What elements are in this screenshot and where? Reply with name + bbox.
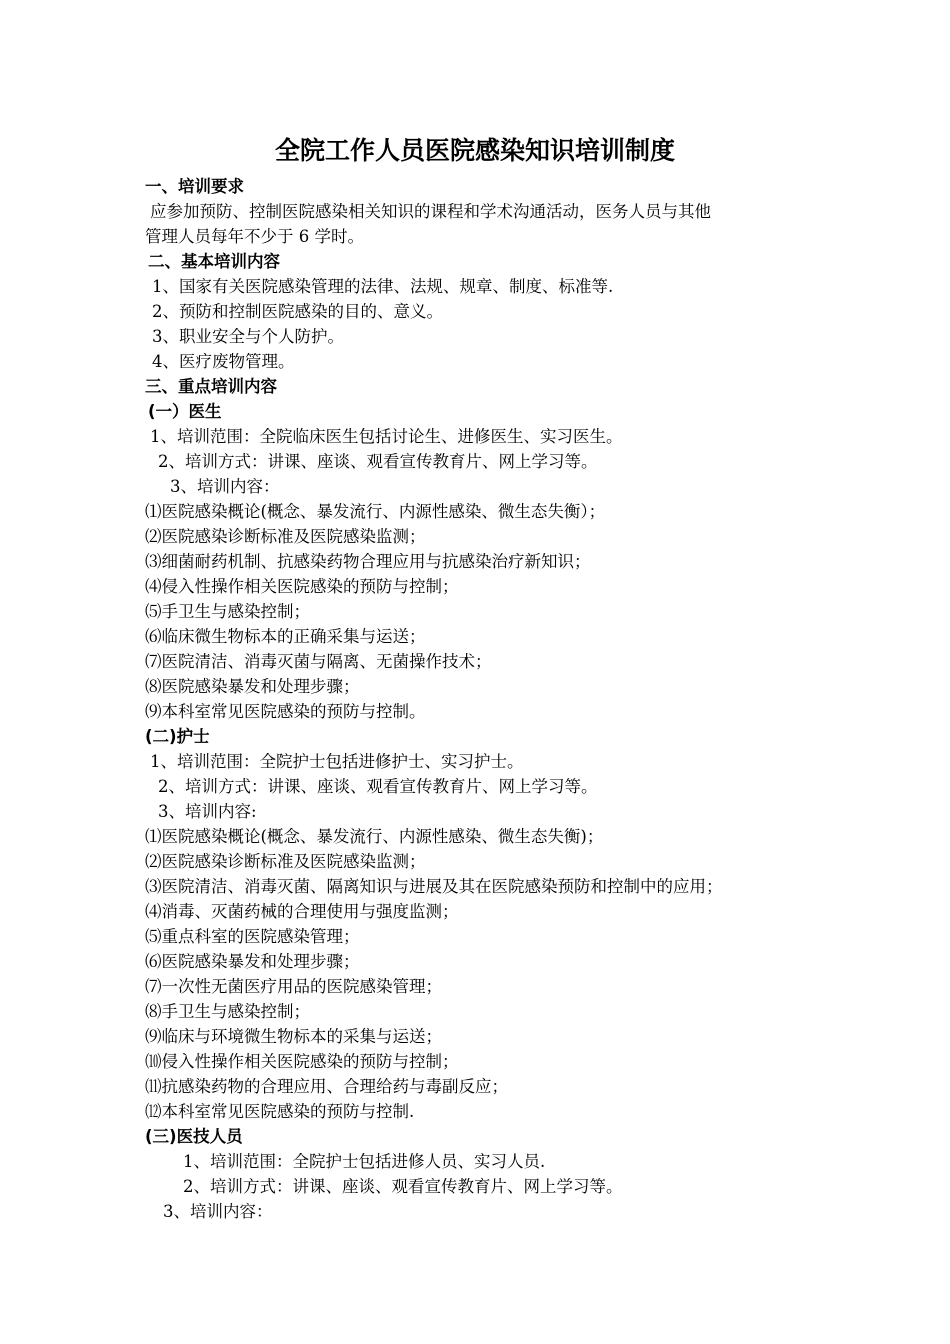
body-text-line: 2、预防和控制医院感染的目的、意义。 bbox=[152, 302, 443, 321]
body-text-line: 4、医疗废物管理。 bbox=[152, 352, 295, 371]
body-text-line: 3、培训内容: bbox=[158, 802, 257, 821]
body-text-line: ⑼临床与环境微生物标本的采集与运送； bbox=[145, 1027, 442, 1046]
body-text-line: ⑾抗感染药物的合理应用、合理给药与毒副反应； bbox=[145, 1077, 508, 1096]
body-text-line: ⑶医院清洁、消毒灭菌、隔离知识与进展及其在医院感染预防和控制中的应用； bbox=[145, 877, 723, 896]
section-heading: 三、重点培训内容 bbox=[145, 377, 277, 396]
body-text-line: ⑴医院感染概论(概念、暴发流行、内源性感染、微生态失衡)； bbox=[145, 827, 604, 846]
body-text-line: 2、培训方式：讲课、座谈、观看宣传教育片、网上学习等。 bbox=[158, 452, 598, 471]
body-text-line: 1、培训范围：全院护士包括进修护士、实习护士。 bbox=[150, 752, 524, 771]
section-heading: 一、培训要求 bbox=[145, 177, 244, 196]
body-text-line: ⑴医院感染概论(概念、暴发流行、内源性感染、微生态失衡）； bbox=[145, 502, 606, 521]
body-text-line: 2、培训方式：讲课、座谈、观看宣传教育片、网上学习等。 bbox=[158, 777, 598, 796]
body-text-line: 1、国家有关医院感染管理的法律、法规、规章、制度、标准等. bbox=[152, 277, 614, 296]
body-text-line: ⑷消毒、灭菌药械的合理使用与强度监测； bbox=[145, 902, 459, 921]
body-text-line: ⑵医院感染诊断标准及医院感染监测； bbox=[145, 527, 426, 546]
body-text-line: ⑵医院感染诊断标准及医院感染监测； bbox=[145, 852, 426, 871]
body-text-line: 应参加预防、控制医院感染相关知识的课程和学术沟通活动，医务人员与其他 bbox=[150, 202, 711, 221]
body-text-line: ⑺医院清洁、消毒灭菌与隔离、无菌操作技术； bbox=[145, 652, 492, 671]
body-text-line: ⑻医院感染暴发和处理步骤； bbox=[145, 677, 360, 696]
body-text-line: 1、培训范围：全院临床医生包括讨论生、进修医生、实习医生。 bbox=[150, 427, 623, 446]
body-text-line: ⑽侵入性操作相关医院感染的预防与控制； bbox=[145, 1052, 459, 1071]
section-heading: (一）医生 bbox=[148, 402, 222, 421]
body-text-line: 2、培训方式：讲课、座谈、观看宣传教育片、网上学习等。 bbox=[183, 1177, 623, 1196]
body-text-line: 3、培训内容： bbox=[163, 1202, 273, 1221]
body-text-line: ⑻手卫生与感染控制； bbox=[145, 1002, 310, 1021]
body-text-line: ⑸重点科室的医院感染管理； bbox=[145, 927, 360, 946]
body-text-line: 1、培训范围：全院护士包括进修人员、实习人员. bbox=[183, 1152, 546, 1171]
page-title: 全院工作人员医院感染知识培训制度 bbox=[274, 136, 675, 165]
section-heading: (二)护士 bbox=[145, 727, 210, 746]
body-text-line: ⑿本科室常见医院感染的预防与控制. bbox=[145, 1102, 415, 1121]
body-text-line: ⑺一次性无菌医疗用品的医院感染管理； bbox=[145, 977, 442, 996]
body-text-line: ⑶细菌耐药机制、抗感染药物合理应用与抗感染治疗新知识； bbox=[145, 552, 591, 571]
body-text-line: ⑹临床微生物标本的正确采集与运送； bbox=[145, 627, 426, 646]
body-text-line: 管理人员每年不少于 6 学时。 bbox=[145, 227, 364, 246]
body-text-line: ⑷侵入性操作相关医院感染的预防与控制； bbox=[145, 577, 459, 596]
section-heading: (三)医技人员 bbox=[145, 1127, 243, 1146]
body-text-line: ⑸手卫生与感染控制； bbox=[145, 602, 310, 621]
body-text-line: ⑹医院感染暴发和处理步骤； bbox=[145, 952, 360, 971]
section-heading: 二、基本培训内容 bbox=[148, 252, 280, 271]
body-text-line: 3、培训内容： bbox=[170, 477, 280, 496]
body-text-line: 3、职业安全与个人防护。 bbox=[152, 327, 344, 346]
body-text-line: ⑼本科室常见医院感染的预防与控制。 bbox=[145, 702, 426, 721]
